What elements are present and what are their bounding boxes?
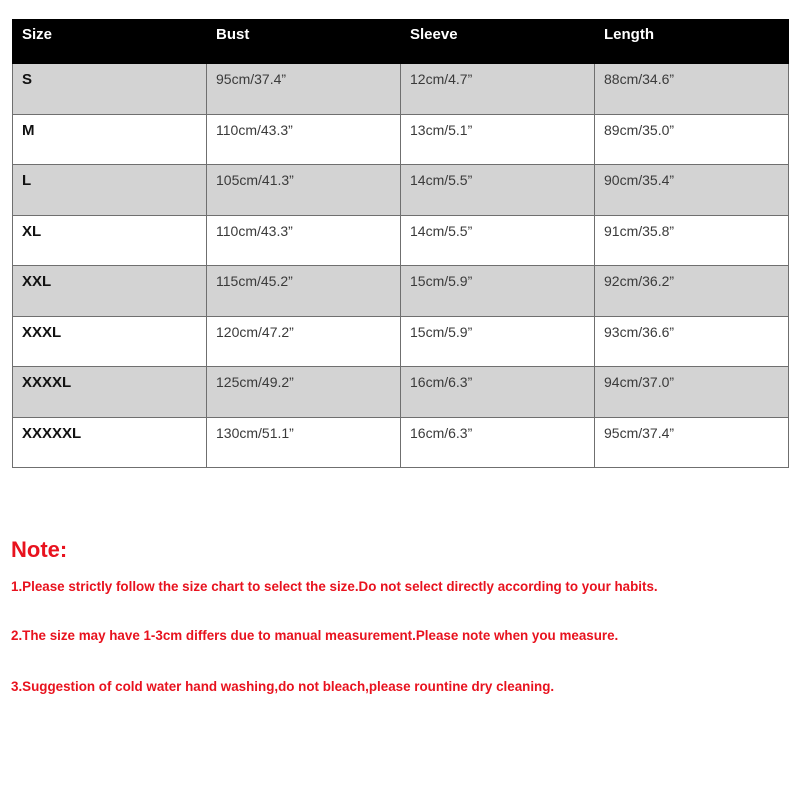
size-cell: XL [13, 215, 207, 266]
bust-cell: 120cm/47.2” [207, 316, 401, 367]
table-row [13, 64, 789, 115]
length-cell: 89cm/35.0” [595, 114, 789, 165]
bust-cell: 130cm/51.1” [207, 417, 401, 468]
sleeve-cell: 16cm/6.3” [401, 417, 595, 468]
size-chart-table [12, 19, 789, 468]
length-cell: 93cm/36.6” [595, 316, 789, 367]
sleeve-cell: 15cm/5.9” [401, 316, 595, 367]
header-length: Length [595, 20, 789, 64]
length-cell: 95cm/37.4” [595, 417, 789, 468]
size-cell: M [13, 114, 207, 165]
table-row [13, 266, 789, 317]
table-row [13, 316, 789, 367]
length-cell: 94cm/37.0” [595, 367, 789, 418]
size-cell: XXL [13, 266, 207, 317]
bust-cell: 110cm/43.3” [207, 215, 401, 266]
note-line-1: 1.Please strictly follow the size chart to select the size.Do not select directly according to your habits. [11, 579, 658, 594]
table-header-row [13, 20, 789, 64]
sleeve-cell: 15cm/5.9” [401, 266, 595, 317]
length-cell: 92cm/36.2” [595, 266, 789, 317]
bust-cell: 115cm/45.2” [207, 266, 401, 317]
sleeve-cell: 12cm/4.7” [401, 64, 595, 115]
table-row [13, 165, 789, 216]
bust-cell: 95cm/37.4” [207, 64, 401, 115]
length-cell: 88cm/34.6” [595, 64, 789, 115]
table-row [13, 417, 789, 468]
size-cell: L [13, 165, 207, 216]
header-sleeve: Sleeve [401, 20, 595, 64]
size-cell: XXXXL [13, 367, 207, 418]
size-cell: S [13, 64, 207, 115]
bust-cell: 125cm/49.2” [207, 367, 401, 418]
sleeve-cell: 14cm/5.5” [401, 215, 595, 266]
sleeve-cell: 16cm/6.3” [401, 367, 595, 418]
note-title: Note: [11, 537, 68, 562]
length-cell: 91cm/35.8” [595, 215, 789, 266]
length-cell: 90cm/35.4” [595, 165, 789, 216]
bust-cell: 110cm/43.3” [207, 114, 401, 165]
sleeve-cell: 13cm/5.1” [401, 114, 595, 165]
size-cell: XXXXXL [13, 417, 207, 468]
size-cell: XXXL [13, 316, 207, 367]
table-row [13, 114, 789, 165]
bust-cell: 105cm/41.3” [207, 165, 401, 216]
header-size: Size [13, 20, 207, 64]
table-row [13, 215, 789, 266]
note-line-2: 2.The size may have 1-3cm differs due to manual measurement.Please note when you measure. [11, 628, 619, 643]
table-row [13, 367, 789, 418]
sleeve-cell: 14cm/5.5” [401, 165, 595, 216]
note-line-3: 3.Suggestion of cold water hand washing,do not bleach,please rountine dry cleaning. [11, 679, 555, 694]
header-bust: Bust [207, 20, 401, 64]
